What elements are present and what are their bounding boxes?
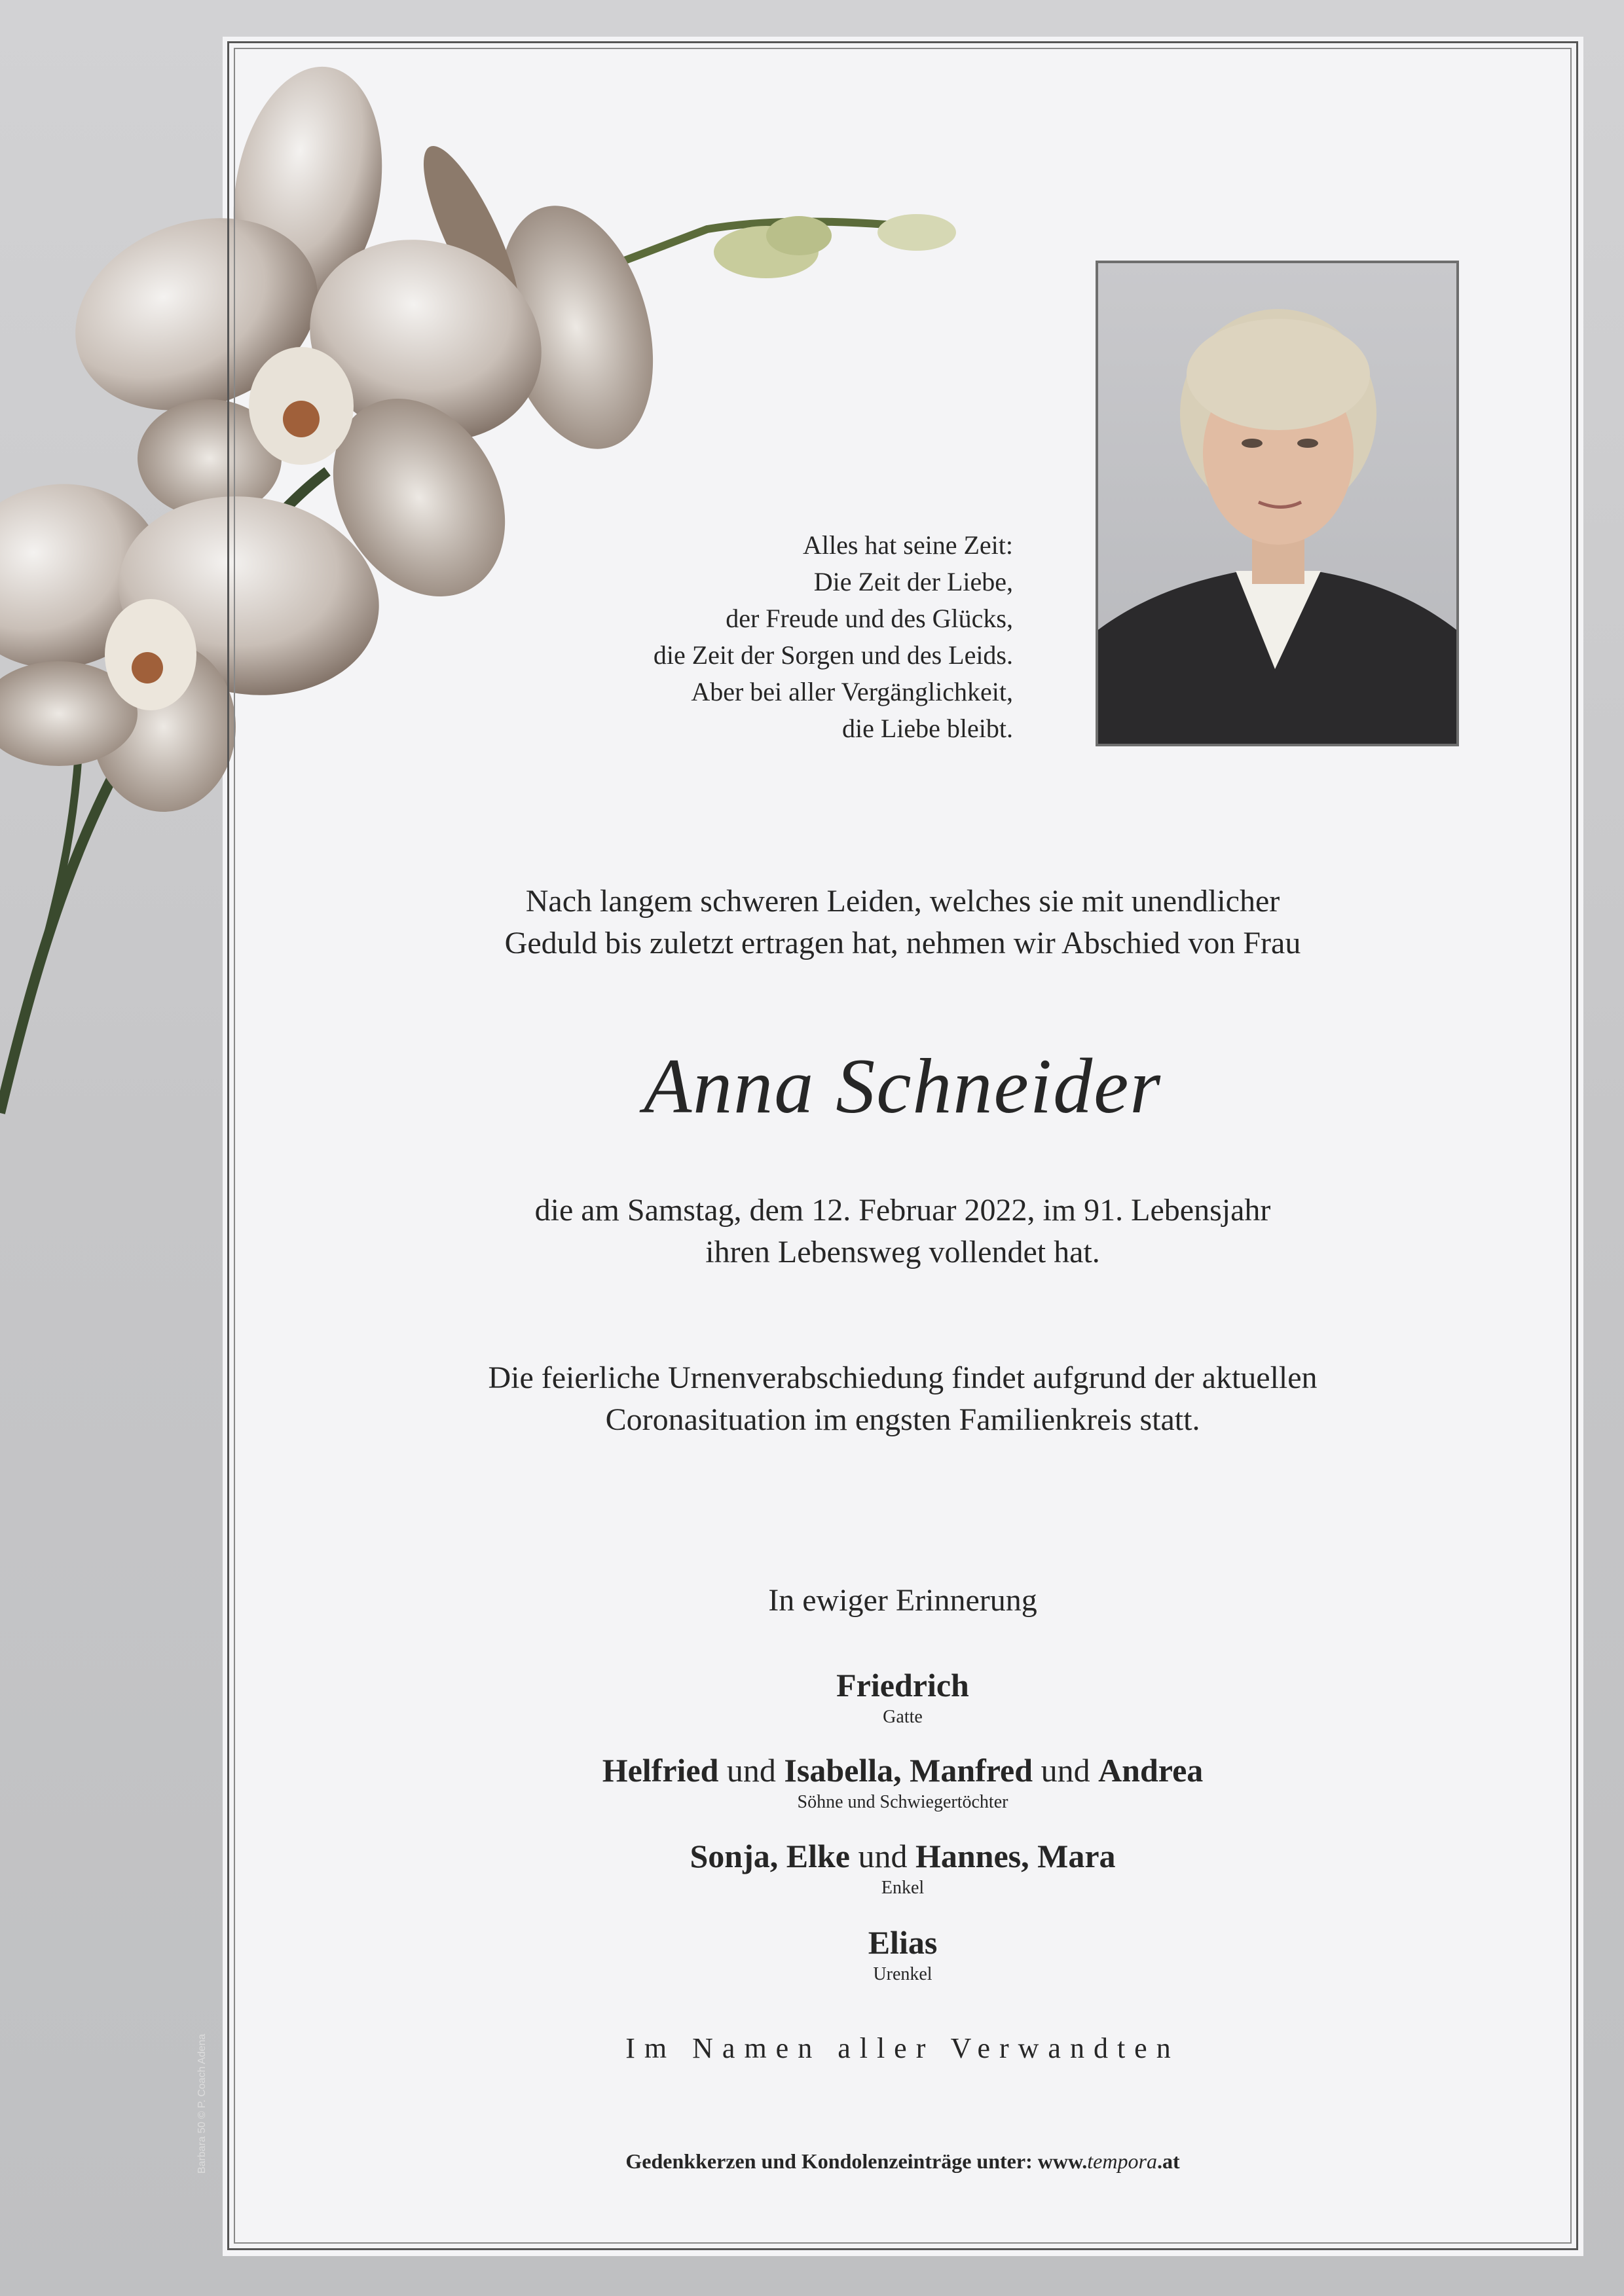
conjunction: und [718,1752,784,1789]
poem-line: Aber bei aller Vergänglichkeit, [691,677,1013,706]
family-member-name: Andrea [1098,1752,1204,1789]
closing-line: Im Namen aller Verwandten [625,2032,1180,2064]
family-names [227,1751,1578,1789]
intro-line: Nach langem schweren Leiden, welches sie mit unendlicher [525,884,1280,919]
intro-text [227,881,1578,964]
family-relation: Enkel [881,1878,925,1898]
deceased-name: Anna Schneider [643,1042,1162,1129]
family-relation: Gatte [883,1707,923,1727]
conjunction: und [849,1838,915,1874]
footer-suffix: .at [1156,2149,1180,2173]
family-names [227,1923,1578,1961]
poem-line: die Liebe bleibt. [841,714,1013,743]
family-member-name: Friedrich [836,1667,969,1704]
family-member-name: Elias [868,1924,938,1961]
family-member-name: Helfried [602,1752,719,1789]
intro-line: Geduld bis zuletzt ertragen hat, nehmen wir Abschied von Frau [504,926,1301,960]
copyright-watermark: Barbara 50 © P. Coach Adena [196,2033,208,2174]
ceremony-line: Die feierliche Urnenverabschiedung findet aufgrund der aktuellen [488,1360,1318,1395]
family-relation: Söhne und Schwiegertöchter [797,1792,1008,1812]
family-member-name: Hannes, Mara [915,1838,1116,1874]
ceremony-notice [227,1357,1578,1441]
poem-line: die Zeit der Sorgen und des Leids. [653,640,1013,670]
footer-text [227,2149,1578,2174]
footer-prefix: Gedenkkerzen und Kondolenzeinträge unter: www. [625,2149,1088,2173]
poem-line: Die Zeit der Liebe, [813,567,1013,596]
death-notice-line: ihren Lebensweg vollendet hat. [705,1235,1100,1269]
ceremony-line: Coronasituation im engsten Familienkreis statt. [605,1402,1200,1437]
memory-heading: In ewiger Erinnerung [768,1583,1037,1618]
poem-line: der Freude und des Glücks, [726,604,1013,633]
portrait-photo [1096,261,1459,746]
conjunction: und [1033,1752,1099,1789]
family-names [227,1666,1578,1704]
poem-line: Alles hat seine Zeit: [802,530,1013,560]
family-relation: Urenkel [873,1964,932,1984]
family-member-name: Sonja, Elke [690,1838,850,1874]
poem [654,527,1013,747]
death-notice [227,1190,1578,1273]
family-member-name: Isabella, Manfred [784,1752,1033,1789]
family-names [227,1837,1578,1875]
footer-brand-link[interactable]: tempora [1087,2149,1157,2173]
death-notice-line: die am Samstag, dem 12. Februar 2022, im 91. Lebensjahr [534,1193,1271,1228]
